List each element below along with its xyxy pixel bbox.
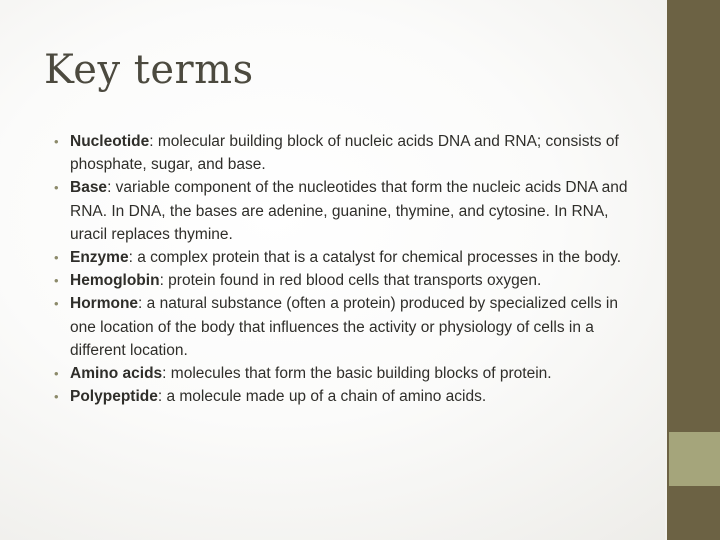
list-item bbox=[52, 246, 642, 269]
term-definition: : variable component of the nucleotides that form the nucleic acids DNA and RNA. In DNA, the bases are adenine, guanine, thymine, and cytosine. In RNA, uracil replaces thymine. bbox=[70, 179, 628, 243]
term-definition: : a natural substance (often a protein) produced by specialized cells in one location of the body that influences the activity or physiology of cells in a different location. bbox=[70, 295, 618, 359]
term-definition: : protein found in red blood cells that transports oxygen. bbox=[159, 272, 542, 290]
list-item bbox=[52, 362, 642, 385]
term-name: Hormone bbox=[70, 295, 139, 313]
term-definition: : molecular building block of nucleic acids DNA and RNA; consists of phosphate, sugar, and base. bbox=[70, 133, 619, 174]
key-terms-list bbox=[52, 130, 642, 408]
list-item bbox=[52, 130, 642, 176]
bullet-icon: • bbox=[54, 180, 59, 196]
bullet-icon: • bbox=[54, 389, 59, 405]
list-item bbox=[52, 385, 642, 408]
term-definition: : a molecule made up of a chain of amino acids. bbox=[157, 388, 487, 406]
term-name: Base bbox=[70, 179, 108, 197]
term-name: Nucleotide bbox=[70, 133, 150, 150]
term-name: Polypeptide bbox=[70, 388, 158, 406]
bullet-icon: • bbox=[54, 250, 59, 266]
bullet-icon: • bbox=[54, 296, 59, 312]
bullet-icon: • bbox=[54, 366, 59, 382]
side-accent-block bbox=[669, 432, 720, 486]
list-item bbox=[52, 269, 642, 292]
bullet-icon: • bbox=[54, 273, 59, 289]
bullet-icon: • bbox=[54, 134, 59, 149]
term-name: Hemoglobin bbox=[70, 272, 160, 290]
term-name: Enzyme bbox=[70, 249, 129, 267]
term-definition: : molecules that form the basic building blocks of protein. bbox=[162, 365, 552, 383]
term-name: Amino acids bbox=[70, 365, 163, 383]
slide-title: Key terms bbox=[44, 47, 254, 93]
list-item bbox=[52, 176, 642, 246]
term-definition: : a complex protein that is a catalyst for chemical processes in the body. bbox=[128, 249, 622, 267]
list-item bbox=[52, 292, 642, 362]
